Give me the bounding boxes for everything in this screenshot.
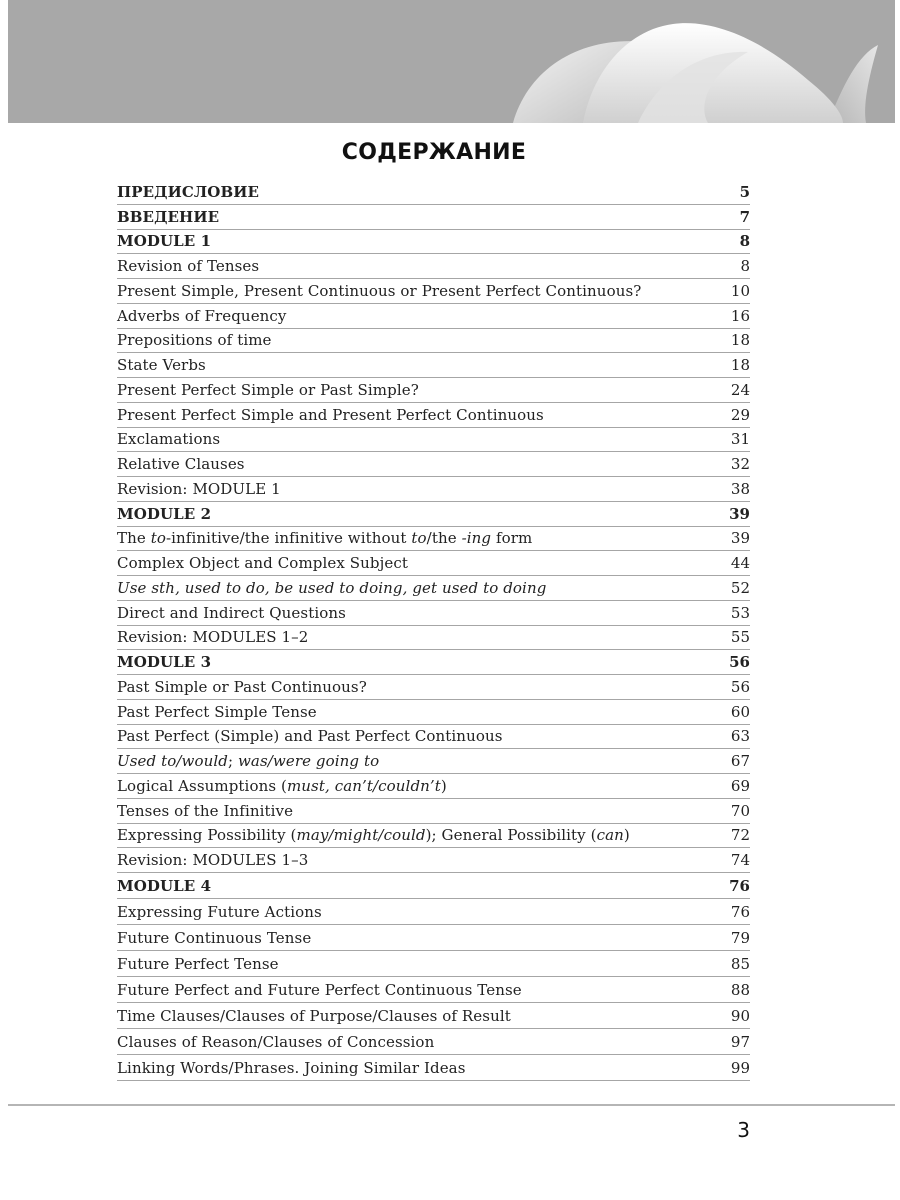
toc-entry xyxy=(117,601,750,626)
toc-entry-page: 90 xyxy=(730,1007,750,1025)
toc-entry-page: 79 xyxy=(730,929,750,947)
toc-entry xyxy=(117,304,750,329)
toc-entry-page: 72 xyxy=(730,826,750,845)
toc-entry-title-part: The xyxy=(117,529,151,548)
toc-entry-title: Past Perfect Simple Tense xyxy=(117,702,317,721)
toc-entry xyxy=(117,1029,750,1055)
toc-entry xyxy=(117,279,750,304)
toc-entry-title: Use sth, used to do, be used to doing, get used to doing xyxy=(117,578,547,597)
toc-entry xyxy=(117,873,750,899)
toc-entry-page: 60 xyxy=(730,702,750,721)
toc-entry xyxy=(117,799,750,824)
toc-entry xyxy=(117,977,750,1003)
toc-entry xyxy=(117,848,750,873)
toc-entry-title-part: Used to/would xyxy=(117,752,228,770)
toc-entry-title: Adverbs of Frequency xyxy=(117,306,287,325)
toc-entry-page: 53 xyxy=(730,603,750,622)
toc-entry-page: 97 xyxy=(730,1033,750,1051)
toc-entry-page: 7 xyxy=(739,207,750,226)
toc-entry-title: Complex Object and Complex Subject xyxy=(117,554,408,572)
toc-entry xyxy=(117,650,750,675)
toc-entry-title-part: Expressing Possibility ( xyxy=(117,826,297,845)
toc-entry-title: Expressing Future Actions xyxy=(117,903,322,921)
toc-entry xyxy=(117,725,750,750)
toc-entry xyxy=(117,551,750,576)
toc-entry xyxy=(117,626,750,651)
toc-entry-page: 16 xyxy=(730,306,750,325)
toc-entry-title-part: form xyxy=(491,529,533,548)
toc-entry-title-part: ; xyxy=(227,752,238,770)
toc-entry-title-part: to xyxy=(411,529,427,548)
toc-entry xyxy=(117,700,750,725)
toc-entry-title: Past Simple or Past Continuous? xyxy=(117,677,367,696)
toc-entry-page: 88 xyxy=(730,981,750,999)
toc-entry xyxy=(117,180,750,205)
toc-entry-title-part: -infinitive/the infinitive without xyxy=(165,529,412,548)
toc-entry-title xyxy=(117,777,447,796)
toc-entry-title: Direct and Indirect Questions xyxy=(117,603,346,622)
toc-entry xyxy=(117,951,750,977)
toc-entry xyxy=(117,675,750,700)
toc-entry-title: Future Perfect Tense xyxy=(117,955,279,973)
toc-entry-page: 99 xyxy=(730,1059,750,1077)
toc-entry-title: Future Perfect and Future Perfect Continuous Tense xyxy=(117,981,522,999)
toc-entry-title xyxy=(117,752,379,771)
toc-entry-title: Revision: MODULE 1 xyxy=(117,479,281,498)
toc-entry-page: 8 xyxy=(740,257,750,275)
toc-entry xyxy=(117,353,750,378)
toc-entry-title-part: ) xyxy=(440,776,447,795)
toc-entry-title: Revision: MODULES 1–2 xyxy=(117,628,309,647)
toc-entry-title: ВВЕДЕНИЕ xyxy=(117,207,220,226)
toc-entry-title: Tenses of the Infinitive xyxy=(117,801,294,820)
toc-entry-title: MODULE 1 xyxy=(117,232,212,251)
toc-entry xyxy=(117,477,750,502)
toc-entry-page: 74 xyxy=(730,851,750,869)
toc-entry-page: 67 xyxy=(730,752,750,770)
toc-entry-title: Linking Words/Phrases. Joining Similar Ideas xyxy=(117,1059,466,1077)
toc-entry-page: 10 xyxy=(730,281,750,300)
toc-entry-page: 70 xyxy=(730,801,750,820)
page-title: СОДЕРЖАНИЕ xyxy=(341,140,527,165)
toc-entry xyxy=(117,576,750,601)
toc-entry-page: 39 xyxy=(730,529,750,548)
toc-entry-title-part: must, can’t/couldn’t xyxy=(286,776,441,795)
toc-entry-title-part: ); General Possibility ( xyxy=(425,826,597,845)
toc-entry-title: MODULE 2 xyxy=(117,504,212,523)
toc-entry-title-part: -ing xyxy=(461,529,492,548)
toc-entry xyxy=(117,428,750,453)
toc-entry xyxy=(117,527,750,552)
toc-entry-title: Present Perfect Simple and Present Perfect Continuous xyxy=(117,405,544,424)
toc-entry-title-part: may/might/could xyxy=(296,826,426,845)
toc-entry-page: 56 xyxy=(730,677,750,696)
toc-entry-title: Present Simple, Present Continuous or Present Perfect Continuous? xyxy=(117,281,642,300)
toc-entry-title: Time Clauses/Clauses of Purpose/Clauses of Result xyxy=(117,1007,511,1025)
toc-entry xyxy=(117,899,750,925)
toc-entry-page: 39 xyxy=(729,504,750,523)
toc-entry-page: 85 xyxy=(730,955,750,973)
toc-entry-title: ПРЕДИСЛОВИЕ xyxy=(117,182,260,201)
toc-entry-title: Revision: MODULES 1–3 xyxy=(117,851,309,869)
toc-entry-page: 18 xyxy=(730,356,750,374)
toc-entry-page: 76 xyxy=(729,877,750,895)
toc-entry-title: Future Continuous Tense xyxy=(117,929,312,947)
toc-entry xyxy=(117,1055,750,1081)
toc-entry-page: 69 xyxy=(730,776,750,795)
toc-entry xyxy=(117,452,750,477)
toc-entry-page: 56 xyxy=(729,653,750,671)
toc-entry-page: 18 xyxy=(730,331,750,350)
toc-entry-title-part: can xyxy=(596,826,624,845)
table-of-contents xyxy=(117,180,750,1081)
toc-entry-title: Relative Clauses xyxy=(117,455,245,473)
toc-entry-title-part: ) xyxy=(623,826,630,845)
toc-entry-page: 29 xyxy=(730,405,750,424)
footer-divider xyxy=(8,1104,895,1106)
toc-entry xyxy=(117,254,750,279)
toc-entry xyxy=(117,378,750,403)
header-band xyxy=(8,0,895,123)
toc-entry-title: Revision of Tenses xyxy=(117,257,260,275)
toc-entry-title: Exclamations xyxy=(117,430,221,449)
toc-entry xyxy=(117,824,750,849)
page-number: 3 xyxy=(737,1118,750,1142)
toc-entry-page: 38 xyxy=(730,479,750,498)
toc-entry-title: Clauses of Reason/Clauses of Concession xyxy=(117,1033,435,1051)
toc-entry-page: 76 xyxy=(730,903,750,921)
toc-entry xyxy=(117,230,750,255)
toc-entry-page: 52 xyxy=(730,578,750,597)
toc-entry-page: 24 xyxy=(730,380,750,399)
toc-entry-title-part: Logical Assumptions ( xyxy=(117,776,287,795)
toc-entry-title-part: to xyxy=(150,529,166,548)
toc-entry xyxy=(117,749,750,774)
toc-entry-title xyxy=(117,826,630,845)
toc-entry-page: 8 xyxy=(739,232,750,251)
toc-entry-page: 5 xyxy=(739,182,750,201)
toc-entry-page: 55 xyxy=(730,628,750,647)
toc-entry-title-part: /the xyxy=(426,529,462,548)
toc-entry xyxy=(117,329,750,354)
toc-entry-title: Present Perfect Simple or Past Simple? xyxy=(117,380,419,399)
toc-entry-title: MODULE 3 xyxy=(117,653,212,671)
toc-entry-title: Prepositions of time xyxy=(117,331,272,350)
toc-entry-page: 31 xyxy=(730,430,750,449)
toc-entry-page: 63 xyxy=(730,727,750,746)
toc-entry-page: 32 xyxy=(730,455,750,473)
decorative-petal-graphic xyxy=(8,0,895,123)
toc-entry xyxy=(117,1003,750,1029)
toc-entry xyxy=(117,774,750,799)
toc-entry-title: State Verbs xyxy=(117,356,206,374)
toc-entry-page: 44 xyxy=(730,554,750,572)
toc-entry xyxy=(117,403,750,428)
toc-entry xyxy=(117,205,750,230)
toc-entry-title: MODULE 4 xyxy=(117,877,212,895)
toc-entry-title xyxy=(117,529,532,548)
toc-entry xyxy=(117,925,750,951)
toc-entry xyxy=(117,502,750,527)
toc-entry-title-part: was/were going to xyxy=(237,752,380,770)
toc-entry-title: Past Perfect (Simple) and Past Perfect Continuous xyxy=(117,727,503,746)
